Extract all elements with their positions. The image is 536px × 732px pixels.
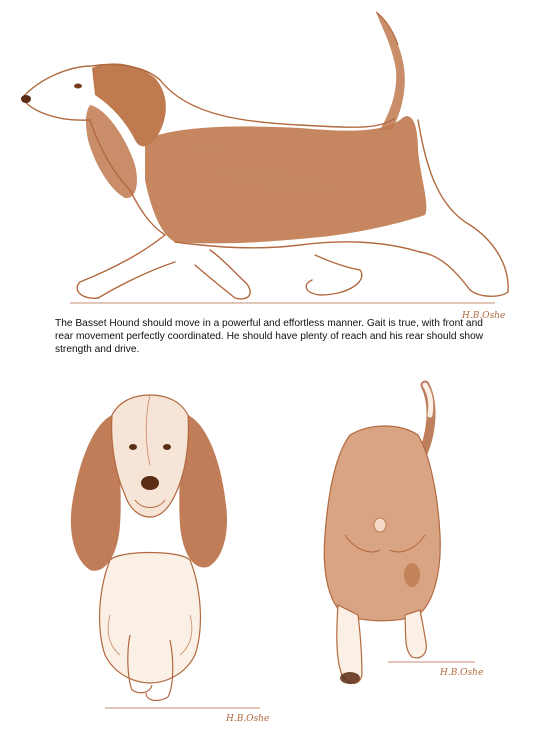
front-view-basset-illustration	[50, 385, 280, 730]
rear-signature: H.B.Oshe	[440, 668, 484, 678]
rear-body	[324, 426, 440, 621]
front-head	[112, 395, 189, 517]
side-signature: H.B.Oshe	[462, 311, 506, 321]
front-signature: H.B.Oshe	[226, 714, 270, 724]
gait-caption: The Basset Hound should move in a powerful and effortless manner. Gait is true, with front and rear movement perfectly coordinated. He should have plenty of reach and his rear should show strength and drive.	[55, 318, 484, 355]
rear-view-basset-illustration	[300, 375, 500, 705]
side-view-basset-illustration	[0, 0, 536, 321]
side-eye	[21, 84, 82, 104]
front-body	[100, 553, 201, 701]
side-tail	[376, 12, 405, 130]
